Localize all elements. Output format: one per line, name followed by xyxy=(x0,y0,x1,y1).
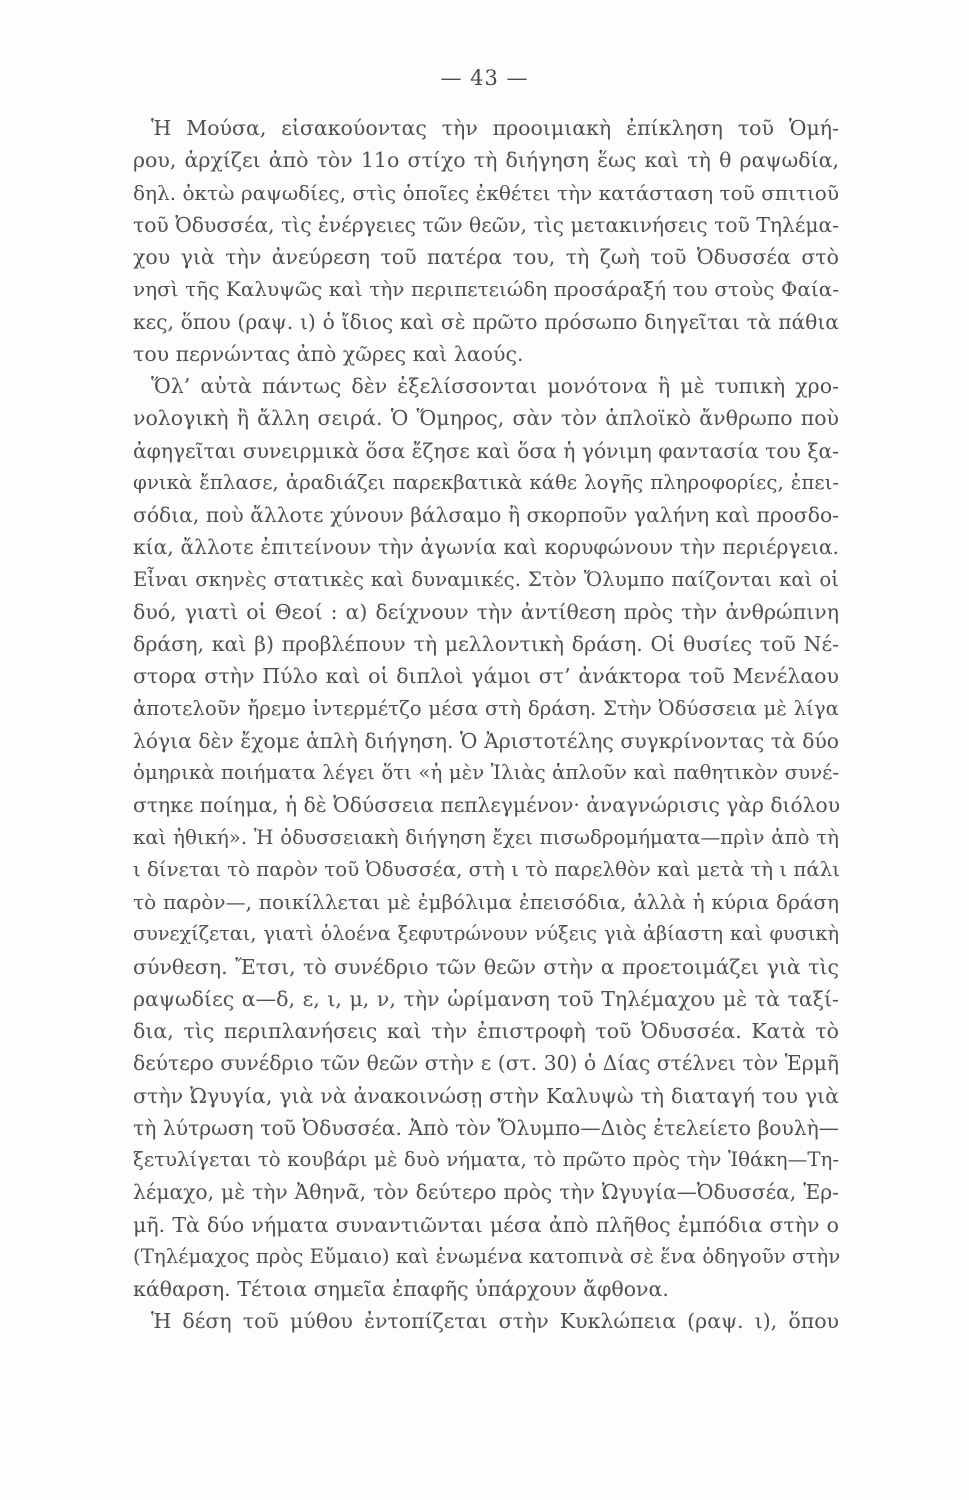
text-line: δια, τὶς περιπλανήσεις καὶ τὴν ἐπιστροφὴ τοῦ Ὀδυσσέα. Κατὰ τὸ xyxy=(133,1019,839,1043)
text-line: στορα στὴν Πύλο καὶ οἱ διπλοὶ γάμοι στ’ ἀνάκτορα τοῦ Μενέλαου xyxy=(133,664,839,689)
text-line: Ἡ Μούσα, εἰσακούοντας τὴν προοιμιακὴ ἐπίκληση τοῦ Ὁμή- xyxy=(151,116,839,140)
text-line: δηλ. ὀκτὼ ραψωδίες, στὶς ὁποῖες ἐκθέτει τὴν κατάσταση τοῦ σπιτιοῦ xyxy=(133,180,839,205)
text-line: τὸ παρὸν—, ποικίλλεται μὲ ἐμβόλιμα ἐπεισόδια, ἀλλὰ ἡ κύρια δράση xyxy=(133,890,839,914)
text-line: Ἡ δέση τοῦ μύθου ἐντοπίζεται στὴν Κυκλώπεια (ραψ. ι), ὅπου xyxy=(151,1309,839,1334)
text-line: τὴ λύτρωση τοῦ Ὀδυσσέα. Ἀπὸ τὸν Ὄλυμπο—Διὸς ἐτελείετο βουλὴ— xyxy=(133,1115,839,1140)
text-line: μῆ. Τὰ δύο νήματα συναντιῶνται μέσα ἀπὸ πλῆθος ἐμπόδια στὴν ο xyxy=(133,1212,839,1237)
text-line: λέμαχο, μὲ τὴν Ἀθηνᾶ, τὸν δεύτερο πρὸς τὴν Ὠγυγία—Ὀδυσσέα, Ἑρ- xyxy=(133,1180,839,1205)
text-line: κία, ἄλλοτε ἐπιτείνουν τὴν ἀγωνία καὶ κορυφώνουν τὴν περιέργεια. xyxy=(133,535,839,560)
text-line: χου γιὰ τὴν ἀνεύρεση τοῦ πατέρα του, τὴ ζωὴ τοῦ Ὀδυσσέα στὸ xyxy=(133,245,839,269)
text-line: κες, ὅπου (ραψ. ι) ὁ ἴδιος καὶ σὲ πρῶτο πρόσωπο διηγεῖται τὰ πάθια xyxy=(133,309,839,334)
text-line: σύνθεση. Ἔτσι, τὸ συνέδριο τῶν θεῶν στὴν α προετοιμάζει γιὰ τὶς xyxy=(133,954,839,979)
text-line: ὁμηρικὰ ποιήματα λέγει ὅτι «ἡ μὲν Ἰλιὰς ἁπλοῦν καὶ παθητικὸν συνέ- xyxy=(133,761,839,784)
text-line: στηκε ποίημα, ἡ δὲ Ὀδύσσεια πεπλεγμένον· ἀναγνώρισις γὰρ διόλου xyxy=(133,793,840,818)
text-line: δυό, γιατὶ οἱ Θεοί : α) δείχνουν τὴν ἀντίθεση πρὸς τὴν ἀνθρώπινη xyxy=(133,599,839,624)
body-text xyxy=(133,112,839,1338)
text-line: ἀφηγεῖται συνειρμικὰ ὅσα ἔζησε καὶ ὅσα ἡ γόνιμη φαντασία του ξα- xyxy=(133,438,839,463)
text-line: συνεχίζεται, γιατὶ ὁλοένα ξεφυτρώνουν νύξεις γιὰ ἀβίαστη καὶ φυσικὴ xyxy=(133,922,839,946)
text-line: Εἶναι σκηνὲς στατικὲς καὶ δυναμικές. Στὸν Ὄλυμπο παίζονται καὶ οἱ xyxy=(133,567,839,591)
text-line: ρου, ἀρχίζει ἀπὸ τὸν 11ο στίχο τὴ διήγηση ἕως καὶ τὴ θ ραψωδία, xyxy=(133,148,839,173)
text-line: στὴν Ὠγυγία, γιὰ νὰ ἀνακοινώσῃ στὴν Καλυψὼ τὴ διαταγή του γιὰ xyxy=(133,1083,839,1108)
text-line: του περνώντας ἀπὸ χῶρες καὶ λαούς. xyxy=(133,341,524,366)
text-line: λόγια δὲν ἔχομε ἁπλὴ διήγηση. Ὁ Ἀριστοτέλης συγκρίνοντας τὰ δύο xyxy=(133,728,839,753)
text-line: (Τηλέμαχος πρὸς Εὔμαιο) καὶ ἑνωμένα κατοπινὰ σὲ ἕνα ὁδηγοῦν στὴν xyxy=(133,1244,841,1268)
text-line: ἀποτελοῦν ἤρεμο ἰντερμέτζο μέσα στὴ δράση. Στὴν Ὀδύσσεια μὲ λίγα xyxy=(133,696,839,720)
text-line: δεύτερο συνέδριο τῶν θεῶν στὴν ε (στ. 30) ὁ Δίας στέλνει τὸν Ἑρμῆ xyxy=(133,1051,839,1076)
text-line: ξετυλίγεται τὸ κουβάρι μὲ δυὸ νήματα, τὸ πρῶτο πρὸς τὴν Ἰθάκη—Τη- xyxy=(133,1148,839,1171)
text-line: ι δίνεται τὸ παρὸν τοῦ Ὀδυσσέα, στὴ ι τὸ παρελθὸν καὶ μετὰ τὴ ι πάλι xyxy=(133,857,840,881)
text-line: σόδια, ποὺ ἄλλοτε χύνουν βάλσαμο ἢ σκορποῦν γαλήνη καὶ προσδο- xyxy=(133,503,839,527)
text-line: δράση, καὶ β) προβλέπουν τὴ μελλοντικὴ δράση. Οἱ θυσίες τοῦ Νέ- xyxy=(133,632,839,656)
text-line: καὶ ἠθική». Ἡ ὀδυσσειακὴ διήγηση ἔχει πισωδρομήματα—πρὶν ἀπὸ τὴ xyxy=(133,825,839,849)
text-line: νολογικὴ ἢ ἄλλη σειρά. Ὁ Ὅμηρος, σὰν τὸν ἁπλοϊκὸ ἄνθρωπο ποὺ xyxy=(133,406,839,431)
text-line: τοῦ Ὀδυσσέα, τὶς ἐνέργειες τῶν θεῶν, τὶς μετακινήσεις τοῦ Τηλέμα- xyxy=(133,212,839,237)
page-number: — 43 — xyxy=(440,66,529,90)
text-line: ραψωδίες α—δ, ε, ι, μ, ν, τὴν ὡρίμανση τοῦ Τηλέμαχου μὲ τὰ ταξί- xyxy=(133,986,839,1011)
text-line: φνικὰ ἔπλασε, ἀραδιάζει παρεκβατικὰ κάθε λογῆς πληροφορίες, ἐπει- xyxy=(133,470,839,494)
text-line: Ὅλ’ αὐτὰ πάντως δὲν ἐξελίσσονται μονότονα ἢ μὲ τυπικὴ χρο- xyxy=(151,374,839,398)
text-line: νησὶ τῆς Καλυψῶς καὶ τὴν περιπετειώδη προσάραξή του στοὺς Φαία- xyxy=(133,277,839,302)
text-line: κάθαρση. Τέτοια σημεῖα ἐπαφῆς ὑπάρχουν ἄφθονα. xyxy=(133,1277,669,1301)
